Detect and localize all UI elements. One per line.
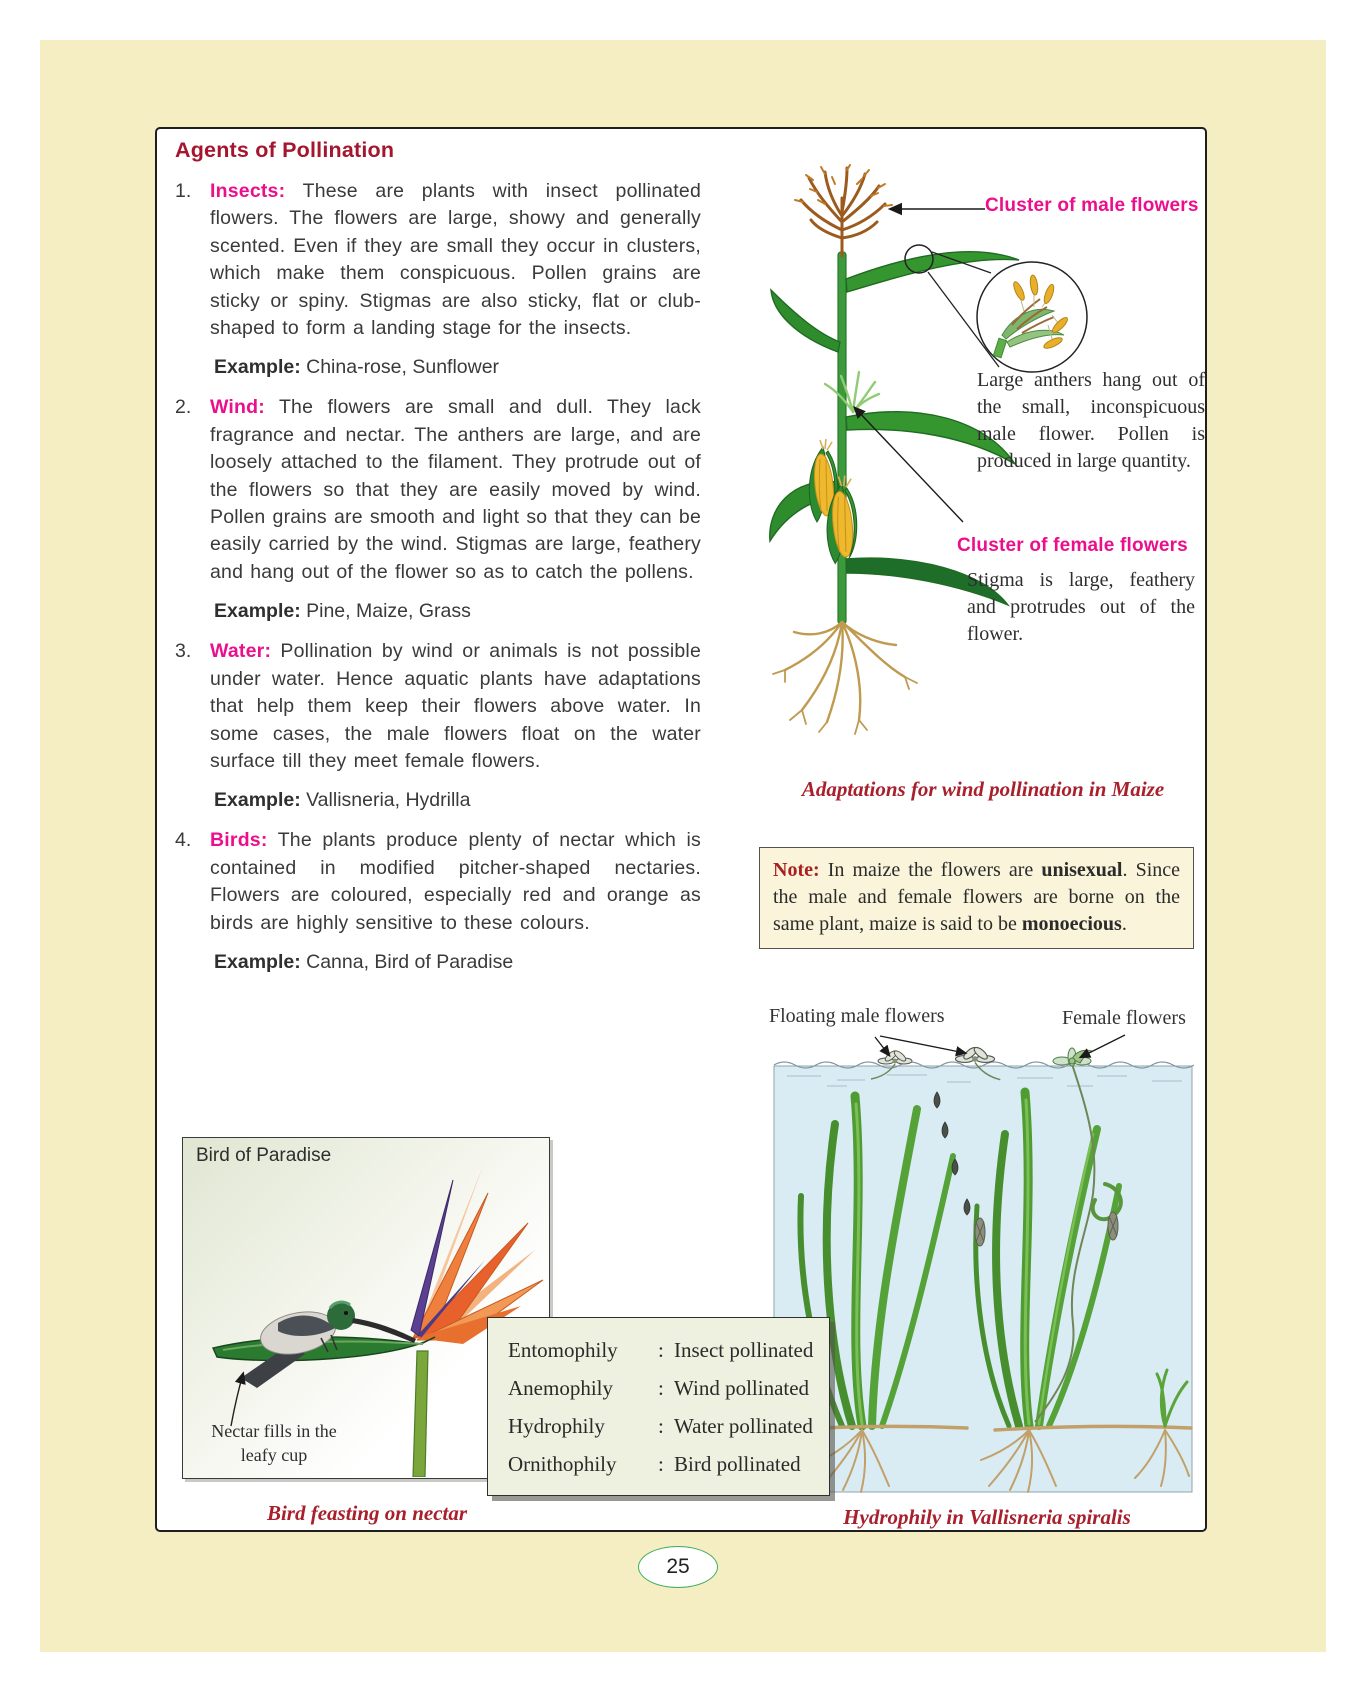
- item-number: 4.: [175, 829, 192, 852]
- bird-caption: Bird feasting on nectar: [266, 1501, 468, 1525]
- example-label: Example:: [214, 789, 301, 812]
- label-floating-male-flowers: Floating male flowers: [769, 1005, 945, 1027]
- page-number-badge: [638, 1546, 718, 1588]
- page-number: 25: [666, 1555, 690, 1578]
- nectar-label: [189, 1419, 359, 1467]
- note-text: . Since the male and female flowers are borne on the same plant, maize is said to be: [773, 859, 1181, 935]
- note-box: [759, 847, 1194, 949]
- glossary-definition: Bird pollinated: [674, 1452, 801, 1476]
- example-line: [214, 598, 701, 624]
- glossary-definition: Water pollinated: [674, 1414, 813, 1438]
- pollination-item-wind: [171, 394, 701, 586]
- example-line: [214, 787, 701, 813]
- item-term: Birds:: [210, 829, 268, 852]
- example-line: [214, 949, 701, 975]
- label-female-flowers: Female flowers: [1062, 1007, 1186, 1029]
- item-body: The plants produce plenty of nectar which is contained in modified pitcher-shaped nectaries. Flowers are coloured, especially red and orange as birds are highly sensitive to these colours.: [210, 829, 702, 934]
- female-flower-description: Stigma is large, feathery and protrudes out of the flower.: [967, 569, 1195, 645]
- glossary-term: Hydrophily: [508, 1414, 605, 1438]
- glossary-colon: :: [658, 1414, 664, 1438]
- female-flower: [1053, 1048, 1092, 1066]
- glossary-row: [508, 1369, 829, 1407]
- item-number: 1.: [175, 180, 192, 202]
- glossary-term: Ornithophily: [508, 1452, 617, 1476]
- bird-figure-label: Bird of Paradise: [196, 1145, 332, 1166]
- example-value: Canna, Bird of Paradise: [306, 950, 514, 973]
- glossary-colon: :: [658, 1338, 664, 1362]
- male-flower-description: Large anthers hang out of the small, inconspicuous male flower. Pollen is produced in large quantity.: [977, 369, 1205, 472]
- item-text: [210, 827, 701, 937]
- maize-caption: Adaptations for wind pollination in Maize: [801, 777, 1165, 801]
- arrow-to-female-flower: [1081, 1035, 1125, 1057]
- section-heading: Agents of Pollination: [175, 138, 395, 162]
- flower-stem: [413, 1351, 428, 1477]
- label-cluster-female-flowers: Cluster of female flowers: [957, 535, 1188, 556]
- item-term: Wind:: [210, 396, 265, 419]
- nectar-label-line1: Nectar fills in the: [211, 1421, 337, 1441]
- example-label: Example:: [214, 600, 301, 623]
- maize-roots: [773, 622, 917, 734]
- glossary-row: [508, 1445, 829, 1483]
- label-cluster-male-flowers: Cluster of male flowers: [985, 195, 1199, 216]
- example-label: Example:: [214, 950, 301, 973]
- item-number: 3.: [175, 640, 192, 663]
- vallisneria-illustration: [767, 1034, 1207, 1504]
- example-value: China-rose, Sunflower: [306, 356, 500, 379]
- example-value: Pine, Maize, Grass: [306, 600, 471, 623]
- glossary-term: Anemophily: [508, 1376, 613, 1400]
- item-text: [210, 638, 701, 775]
- item-term: Water:: [210, 640, 272, 663]
- example-label: Example:: [214, 356, 301, 379]
- note-text: .: [1121, 913, 1127, 935]
- item-text: [210, 394, 701, 586]
- content-box: [155, 127, 1207, 1532]
- arrow-to-male-flower: [880, 1036, 965, 1053]
- item-body: These are plants with insect pollinated flowers. The flowers are large, showy and generally scented. Even if they are small they occur in clusters, which make them conspicuous. Pollen grains are sticky or spiny. Stigmas are also sticky, flat or club-shaped to form a landing stage for the insects.: [210, 180, 702, 340]
- item-text: [210, 178, 701, 342]
- maize-female-silk: [825, 372, 879, 412]
- example-line: [214, 354, 701, 380]
- maize-tassel: [801, 168, 885, 256]
- pollination-item-water: [171, 638, 701, 775]
- glossary-term: Entomophily: [508, 1338, 618, 1362]
- note-label: Note:: [773, 859, 820, 881]
- glossary-definition: Insect pollinated: [674, 1338, 814, 1362]
- item-number: 2.: [175, 396, 192, 419]
- pollination-item-birds: [171, 827, 701, 937]
- pollination-item-insects: [171, 178, 701, 342]
- item-body: Pollination by wind or animals is not possible under water. Hence aquatic plants have adaptations that help them keep their flowers above water. In some cases, the male flowers float on the water surface till they meet female flowers.: [210, 640, 701, 772]
- item-body: The flowers are small and dull. They lack fragrance and nectar. The anthers are large, and are loosely attached to the filament. They protrude out of the flowers so that they are easily moved by wind. Pollen grains are smooth and light so that they can be easily carried by the wind. Stigmas are large, feathery and hang out of the flower so as to catch the pollens.: [210, 396, 701, 583]
- nectar-label-line2: leafy cup: [240, 1445, 308, 1465]
- item-term: Insects:: [210, 180, 286, 202]
- glossary-colon: :: [658, 1452, 664, 1476]
- vallisneria-caption: Hydrophily in Vallisneria spiralis: [843, 1505, 1131, 1529]
- arrow-to-male-flower: [875, 1037, 889, 1055]
- note-text: In maize the flowers are: [819, 859, 1042, 881]
- glossary-row: [508, 1331, 829, 1369]
- text-column: [171, 138, 701, 989]
- glossary-box: [487, 1317, 830, 1496]
- glossary-definition: Wind pollinated: [674, 1376, 810, 1400]
- example-value: Vallisneria, Hydrilla: [306, 789, 471, 812]
- glossary-row: [508, 1407, 829, 1445]
- note-bold-monoecious: monoecious: [1021, 913, 1122, 935]
- note-bold-unisexual: unisexual: [1041, 859, 1123, 881]
- glossary-colon: :: [658, 1376, 664, 1400]
- maize-stem: [838, 252, 846, 624]
